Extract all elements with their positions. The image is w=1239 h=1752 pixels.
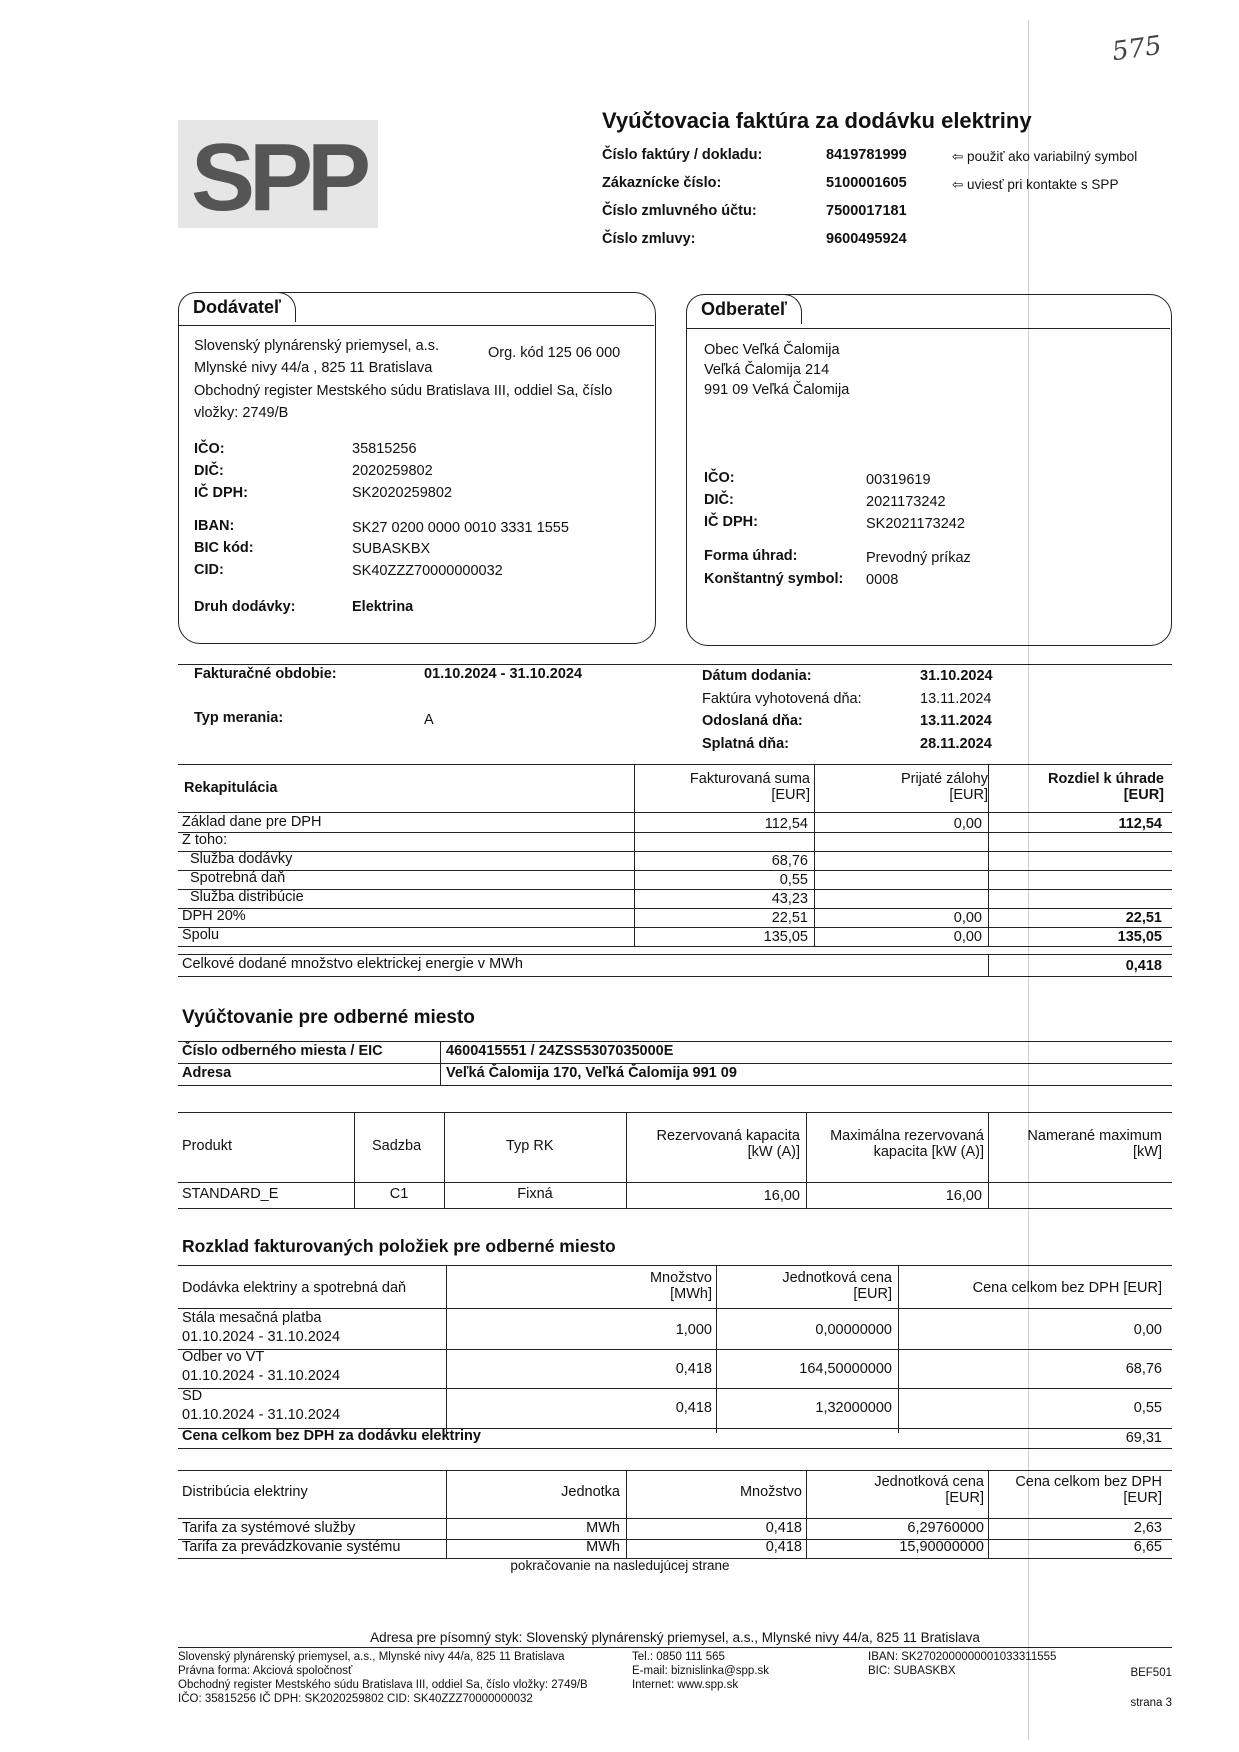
postal-address: Adresa pre písomný styk: Slovenský plynárenský priemysel, a.s., Mlynské nivy 44/a, 825 11 Bratislava bbox=[370, 1630, 980, 1645]
item-total: 0,55 bbox=[1133, 1400, 1162, 1416]
max-capacity-title: Maximálna rezervovaná bbox=[830, 1128, 984, 1144]
recap-row-divider bbox=[178, 851, 1172, 852]
customer-dic-label: DIČ: bbox=[704, 492, 734, 508]
issue-date-value: 13.11.2024 bbox=[920, 691, 992, 707]
product-divider-3 bbox=[626, 1112, 627, 1208]
items-quantity-unit: [MWh] bbox=[670, 1286, 712, 1302]
items-heading: Rozklad fakturovaných položiek pre odberné miesto bbox=[182, 1236, 616, 1256]
recap-row-divider bbox=[178, 927, 1172, 928]
supplier-cid-label: CID: bbox=[194, 562, 224, 578]
recap-row-difference: 22,51 bbox=[1125, 910, 1162, 926]
recap-col-difference-header bbox=[996, 771, 1164, 803]
recap-col-divider-3 bbox=[988, 764, 989, 946]
due-date-value: 28.11.2024 bbox=[920, 736, 992, 752]
supplier-address: Mlynské nivy 44/a , 825 11 Bratislava bbox=[194, 360, 433, 376]
items-header-total: Cena celkom bez DPH [EUR] bbox=[972, 1280, 1162, 1296]
recap-row-invoiced: 135,05 bbox=[763, 929, 808, 945]
recap-row-divider bbox=[178, 908, 1172, 909]
place-bottom-border bbox=[178, 1085, 1172, 1086]
supplier-heading-divider bbox=[178, 325, 654, 326]
recap-col-advances-unit: [EUR] bbox=[949, 787, 988, 803]
supplier-icdph-label: IČ DPH: bbox=[194, 485, 248, 501]
spp-logo bbox=[178, 120, 378, 228]
recap-header-bottom-border bbox=[178, 812, 1172, 813]
supplier-dic: 2020259802 bbox=[352, 463, 433, 479]
footer-company-line4: IČO: 35815256 IČ DPH: SK2020259802 CID: SK40ZZZ70000000032 bbox=[178, 1693, 533, 1705]
items-header-supply: Dodávka elektriny a spotrebná daň bbox=[182, 1280, 407, 1296]
payment-form-value: Prevodný príkaz bbox=[866, 550, 971, 566]
billing-period-value: 01.10.2024 - 31.10.2024 bbox=[424, 666, 583, 682]
sent-date-label: Odoslaná dňa: bbox=[702, 713, 803, 729]
recap-row-advances: 0,00 bbox=[953, 816, 982, 832]
issue-date-label: Faktúra vyhotovená dňa: bbox=[702, 691, 862, 707]
customer-name: Obec Veľká Čalomija bbox=[704, 342, 840, 358]
recap-row-label: Služba dodávky bbox=[190, 851, 293, 867]
recap-col-invoiced-header bbox=[640, 771, 810, 803]
due-date-label: Splatná dňa: bbox=[702, 736, 790, 752]
dist-header-unit-price bbox=[810, 1474, 984, 1506]
energy-row-bottom-border bbox=[178, 976, 1172, 977]
delivery-type-label: Druh dodávky: bbox=[194, 599, 296, 615]
item-unit-price: 0,00000000 bbox=[815, 1322, 892, 1338]
recap-col-advances-header bbox=[822, 771, 988, 803]
dist-header-quantity: Množstvo bbox=[739, 1484, 802, 1500]
dist-divider-4 bbox=[988, 1470, 989, 1558]
supplier-ico: 35815256 bbox=[352, 441, 417, 457]
meter-type-value: A bbox=[424, 712, 434, 728]
recap-col-invoiced-title: Fakturovaná suma bbox=[689, 771, 810, 787]
item-period: 01.10.2024 - 31.10.2024 bbox=[182, 1329, 341, 1345]
dist-row-unit: MWh bbox=[586, 1539, 620, 1555]
dist-top-border bbox=[178, 1470, 1172, 1471]
recap-row-difference: 135,05 bbox=[1117, 929, 1162, 945]
items-top-border bbox=[178, 1265, 1172, 1266]
dist-row-quantity: 0,418 bbox=[765, 1539, 802, 1555]
item-unit-price: 164,50000000 bbox=[799, 1361, 892, 1377]
recap-heading: Rekapitulácia bbox=[184, 780, 278, 796]
supplier-ico-label: IČO: bbox=[194, 441, 225, 457]
payment-form-label: Forma úhrad: bbox=[704, 548, 798, 564]
dist-divider-1 bbox=[446, 1470, 447, 1558]
recap-row-label: DPH 20% bbox=[182, 908, 246, 924]
recap-row-label: Spolu bbox=[182, 927, 220, 943]
reserved-capacity-unit: [kW (A)] bbox=[747, 1144, 800, 1160]
customer-number-label: Zákaznícke číslo: bbox=[602, 175, 722, 191]
footer-email: E-mail: biznislinka@spp.sk bbox=[632, 1665, 769, 1677]
customer-heading-divider bbox=[686, 328, 1170, 329]
supplier-icdph: SK2020259802 bbox=[352, 485, 452, 501]
delivery-date-value: 31.10.2024 bbox=[920, 668, 993, 684]
recap-row-invoiced: 22,51 bbox=[771, 910, 808, 926]
energy-row-top-border bbox=[178, 954, 1172, 955]
energy-row-divider bbox=[988, 954, 989, 976]
item-row-divider bbox=[178, 1349, 1172, 1350]
contract-account-label: Číslo zmluvného účtu: bbox=[602, 203, 757, 219]
customer-ico: 00319619 bbox=[866, 472, 931, 488]
contract-account-value: 7500017181 bbox=[826, 203, 907, 219]
dist-total-unit: [EUR] bbox=[1123, 1490, 1162, 1506]
max-capacity-unit: kapacita [kW (A)] bbox=[873, 1144, 984, 1160]
footer-company-line3: Obchodný register Mestského súdu Bratislava III, oddiel Sa, číslo vložky: 2749/B bbox=[178, 1679, 588, 1691]
supplier-iban: SK27 0200 0000 0010 3331 1555 bbox=[352, 520, 569, 536]
items-bottom-border bbox=[178, 1448, 1172, 1449]
dist-row-unit-price: 6,29760000 bbox=[907, 1520, 984, 1536]
item-period: 01.10.2024 - 31.10.2024 bbox=[182, 1368, 341, 1384]
recap-row-divider bbox=[178, 889, 1172, 890]
customer-heading: Odberateľ bbox=[686, 294, 802, 324]
dist-row-unit: MWh bbox=[586, 1520, 620, 1536]
eic-label: Číslo odberného miesta / EIC bbox=[182, 1043, 383, 1059]
items-header-unit-price bbox=[720, 1270, 892, 1302]
recap-row-label: Z toho: bbox=[182, 832, 228, 848]
dist-header-unit: Jednotka bbox=[561, 1484, 620, 1500]
product-divider-5 bbox=[988, 1112, 989, 1208]
customer-street: Veľká Čalomija 214 bbox=[704, 362, 830, 378]
recap-row-label: Spotrebná daň bbox=[190, 870, 286, 886]
product-value: STANDARD_E bbox=[182, 1186, 279, 1202]
recap-top-border bbox=[178, 764, 1172, 765]
footer-iban: IBAN: SK2702000000001033311555 bbox=[868, 1651, 1057, 1663]
dist-row-total: 2,63 bbox=[1133, 1520, 1162, 1536]
svg-text:SPP: SPP bbox=[190, 124, 366, 228]
dist-total-title: Cena celkom bez DPH bbox=[1015, 1474, 1162, 1490]
item-total: 0,00 bbox=[1133, 1322, 1162, 1338]
customer-icdph: SK2021173242 bbox=[866, 516, 965, 532]
dist-row-quantity: 0,418 bbox=[765, 1520, 802, 1536]
dist-header-total bbox=[992, 1474, 1162, 1506]
items-total-label: Cena celkom bez DPH za dodávku elektriny bbox=[182, 1428, 481, 1444]
product-header-reserved-capacity bbox=[630, 1128, 800, 1160]
measured-max-title: Namerané maximum bbox=[1027, 1128, 1162, 1144]
supplier-org-code: Org. kód 125 06 000 bbox=[488, 345, 621, 361]
spp-logo-graphic bbox=[178, 120, 378, 228]
meter-type-label: Typ merania: bbox=[194, 710, 284, 726]
recap-row-divider bbox=[178, 870, 1172, 871]
item-quantity: 0,418 bbox=[675, 1361, 712, 1377]
dist-header-name: Distribúcia elektriny bbox=[182, 1484, 308, 1500]
product-header-max-capacity bbox=[806, 1128, 984, 1160]
invoice-number-label: Číslo faktúry / dokladu: bbox=[602, 147, 763, 163]
contract-number-value: 9600495924 bbox=[826, 231, 907, 247]
dist-header-bottom-border bbox=[178, 1518, 1172, 1519]
recap-row-divider bbox=[178, 832, 1172, 833]
delivery-type-value: Elektrina bbox=[352, 599, 414, 615]
dist-unit-price-title: Jednotková cena bbox=[874, 1474, 984, 1490]
supplier-register-line1: Obchodný register Mestského súdu Bratislava III, oddiel Sa, číslo bbox=[194, 383, 613, 399]
item-quantity: 1,000 bbox=[675, 1322, 712, 1338]
footer-phone: Tel.: 0850 111 565 bbox=[632, 1651, 725, 1663]
constant-symbol-value: 0008 bbox=[866, 572, 899, 588]
dist-divider-3 bbox=[806, 1470, 807, 1558]
item-row-divider bbox=[178, 1388, 1172, 1389]
recap-col-advances-title: Prijaté zálohy bbox=[900, 771, 988, 787]
recap-row-invoiced: 43,23 bbox=[771, 891, 808, 907]
items-total-value: 69,31 bbox=[1125, 1430, 1162, 1446]
recap-row-label: Služba distribúcie bbox=[190, 889, 304, 905]
item-unit-price: 1,32000000 bbox=[815, 1400, 892, 1416]
handwritten-page-number: 575 bbox=[1110, 30, 1164, 68]
recap-col-difference-unit: [EUR] bbox=[1123, 787, 1164, 803]
invoice-number-note: ⇦ použiť ako variabilný symbol bbox=[952, 149, 1138, 164]
product-header-measured-max bbox=[992, 1128, 1162, 1160]
customer-number-note: ⇦ uviesť pri kontakte s SPP bbox=[952, 177, 1119, 192]
recap-col-invoiced-unit: [EUR] bbox=[771, 787, 810, 803]
dates-top-divider bbox=[178, 664, 1172, 665]
recap-col-difference-title: Rozdiel k úhrade bbox=[1047, 771, 1164, 787]
reserved-capacity-title: Rezervovaná kapacita bbox=[656, 1128, 800, 1144]
max-capacity-value: 16,00 bbox=[945, 1188, 982, 1204]
supplier-bic: SUBASKBX bbox=[352, 541, 431, 557]
supplier-cid: SK40ZZZ70000000032 bbox=[352, 563, 503, 579]
recap-row-difference: 112,54 bbox=[1118, 816, 1162, 832]
footer-form-code: BEF501 bbox=[1130, 1667, 1172, 1679]
constant-symbol-label: Konštantný symbol: bbox=[704, 571, 844, 587]
recap-row-invoiced: 68,76 bbox=[771, 853, 808, 869]
customer-ico-label: IČO: bbox=[704, 470, 735, 486]
rate-value: C1 bbox=[389, 1186, 409, 1202]
recap-col-divider-2 bbox=[814, 764, 815, 946]
customer-city: 991 09 Veľká Čalomija bbox=[704, 382, 850, 398]
rk-type-value: Fixná bbox=[517, 1186, 553, 1202]
dist-row-name: Tarifa za systémové služby bbox=[182, 1520, 356, 1536]
items-unit-price-title: Jednotková cena bbox=[782, 1270, 892, 1286]
product-divider-4 bbox=[806, 1112, 807, 1208]
customer-icdph-label: IČ DPH: bbox=[704, 514, 758, 530]
page-number: strana 3 bbox=[1130, 1697, 1172, 1709]
customer-number-value: 5100001605 bbox=[826, 175, 907, 191]
item-total: 68,76 bbox=[1125, 1361, 1162, 1377]
delivery-date-label: Dátum dodania: bbox=[702, 668, 812, 684]
recap-row-advances: 0,00 bbox=[953, 929, 982, 945]
footer-divider bbox=[178, 1647, 1172, 1648]
footer-company-line2: Právna forma: Akciová spoločnosť bbox=[178, 1665, 353, 1677]
place-address-label: Adresa bbox=[182, 1065, 232, 1081]
reserved-capacity-value: 16,00 bbox=[763, 1188, 800, 1204]
product-header-product: Produkt bbox=[182, 1138, 232, 1154]
continued-note: pokračovanie na nasledujúcej strane bbox=[510, 1558, 730, 1573]
document-title: Vyúčtovacia faktúra za dodávku elektriny bbox=[602, 108, 1032, 133]
recap-row-invoiced: 112,54 bbox=[764, 816, 808, 832]
supplier-name: Slovenský plynárenský priemysel, a.s. bbox=[194, 338, 439, 354]
billing-period-label: Fakturačné obdobie: bbox=[194, 666, 337, 682]
customer-dic: 2021173242 bbox=[866, 494, 946, 510]
dist-unit-price-unit: [EUR] bbox=[945, 1490, 984, 1506]
footer-contact-info bbox=[632, 1650, 769, 1692]
item-name: SD bbox=[182, 1388, 203, 1404]
product-bottom-border bbox=[178, 1208, 1172, 1209]
recap-bottom-border bbox=[178, 946, 1172, 947]
supplier-register-line2: vložky: 2749/B bbox=[194, 405, 289, 421]
items-unit-price-unit: [EUR] bbox=[853, 1286, 892, 1302]
consumption-point-heading: Vyúčtovanie pre odberné miesto bbox=[182, 1007, 475, 1028]
product-top-border bbox=[178, 1112, 1172, 1113]
item-name: Odber vo VT bbox=[182, 1349, 265, 1365]
dist-row-unit-price: 15,90000000 bbox=[899, 1539, 984, 1555]
eic-value: 4600415551 / 24ZSS5307035000E bbox=[446, 1043, 674, 1059]
place-top-border bbox=[178, 1041, 1172, 1042]
supplier-bic-label: BIC kód: bbox=[194, 540, 254, 556]
recap-row-advances: 0,00 bbox=[953, 910, 982, 926]
items-quantity-title: Množstvo bbox=[649, 1270, 712, 1286]
recap-col-divider-1 bbox=[634, 764, 635, 946]
place-row-divider bbox=[178, 1063, 1172, 1064]
item-name: Stála mesačná platba bbox=[182, 1310, 322, 1326]
contract-number-label: Číslo zmluvy: bbox=[602, 231, 696, 247]
measured-max-unit: [kW] bbox=[1133, 1144, 1162, 1160]
product-header-bottom-border bbox=[178, 1182, 1172, 1183]
footer-company-info bbox=[178, 1650, 588, 1706]
recap-row-invoiced: 0,55 bbox=[779, 872, 808, 888]
footer-website: Internet: www.spp.sk bbox=[632, 1679, 739, 1691]
energy-total-label: Celkové dodané množstvo elektrickej energie v MWh bbox=[182, 956, 523, 972]
dist-row-divider bbox=[178, 1539, 1172, 1540]
product-header-rate: Sadzba bbox=[372, 1138, 422, 1154]
energy-total-value: 0,418 bbox=[1125, 958, 1162, 974]
sent-date-value: 13.11.2024 bbox=[920, 713, 992, 729]
supplier-iban-label: IBAN: bbox=[194, 518, 235, 534]
items-header-quantity bbox=[600, 1270, 712, 1302]
supplier-dic-label: DIČ: bbox=[194, 463, 224, 479]
product-header-rk-type: Typ RK bbox=[506, 1138, 554, 1154]
invoice-number-value: 8419781999 bbox=[826, 147, 907, 163]
footer-bank-info bbox=[868, 1650, 1056, 1678]
dist-divider-2 bbox=[626, 1470, 627, 1558]
recap-row-label: Základ dane pre DPH bbox=[182, 814, 322, 830]
dist-row-name: Tarifa za prevádzkovanie systému bbox=[182, 1539, 401, 1555]
supplier-heading: Dodávateľ bbox=[178, 292, 296, 322]
item-quantity: 0,418 bbox=[675, 1400, 712, 1416]
place-address-value: Veľká Čalomija 170, Veľká Čalomija 991 09 bbox=[446, 1065, 737, 1081]
items-header-bottom-border bbox=[178, 1308, 1172, 1309]
footer-bic: BIC: SUBASKBX bbox=[868, 1665, 956, 1677]
dist-row-total: 6,65 bbox=[1133, 1539, 1162, 1555]
footer-company-line1: Slovenský plynárenský priemysel, a.s., Mlynské nivy 44/a, 825 11 Bratislava bbox=[178, 1651, 565, 1663]
item-period: 01.10.2024 - 31.10.2024 bbox=[182, 1407, 341, 1423]
